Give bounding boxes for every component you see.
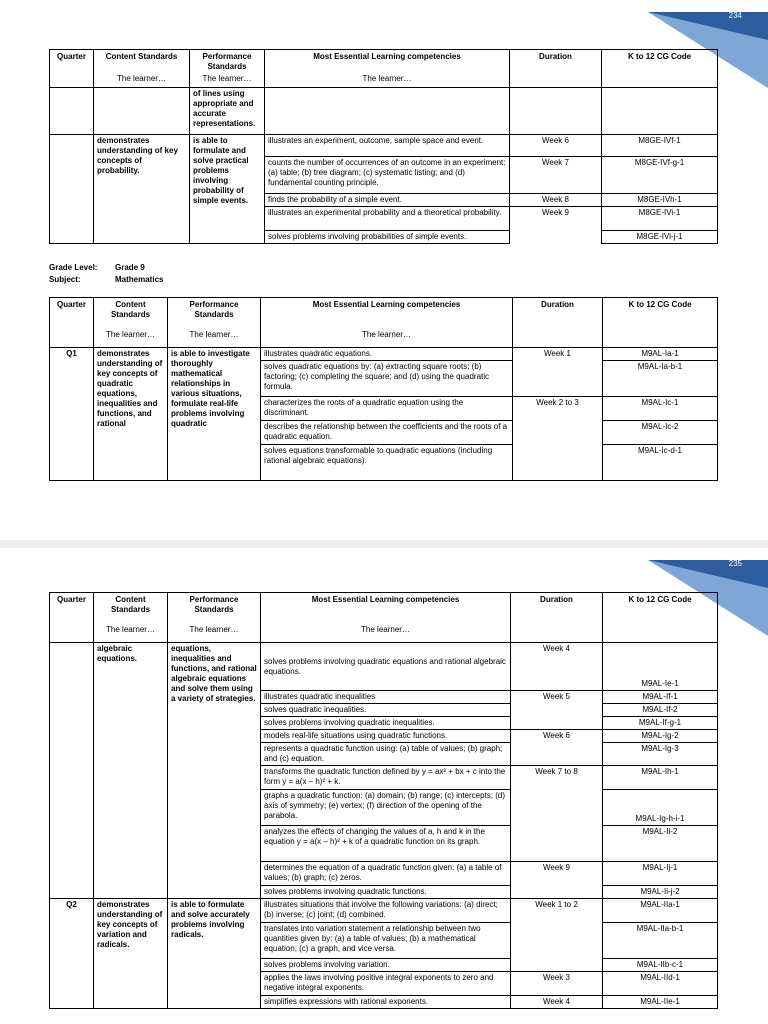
table-row: solves equations transformable to quadratic equations (including rational algebraic equations). M9AL-Ic-d-1: [50, 445, 718, 481]
melc-table-grade9: [49, 297, 718, 481]
table-header-row: [50, 50, 718, 88]
page-number: 235: [728, 559, 742, 568]
table-row: translates into variation statement a relationship between two quantities given by: (a) a table of values; (b) a mathematical equation; (c) a graph, and vice versa. M9AL-IIa-b-1: [50, 923, 718, 959]
page-235: [0, 548, 768, 1024]
table-row: analyzes the effects of changing the values of a, h and k in the equation y = a(x – h)² + k of a quadratic function on its graph. M9AL-Ii-2: [50, 826, 718, 862]
melc-table-grade9-cont: [49, 592, 718, 1009]
header-content: Content Standards The learner…: [94, 50, 190, 88]
table-row: Q2 demonstrates understanding of key concepts of variation and radicals. is able to formulate and solve accurately problems involving radicals. illustrates situations that involve the following variations: (a) direct; (b) inverse; (c) joint; (d) combined. Week 1 to 2 M9AL-IIa-1: [50, 899, 718, 923]
table-row: determines the equation of a quadratic function given: (a) a table of values; (b) graph; (c) zeros. Week 9 M9AL-Ij-1: [50, 862, 718, 886]
quarter-cell: Q1: [50, 348, 94, 481]
table-row: counts the number of occurrences of an outcome in an experiment: (a) table; (b) tree diagram; (c) systematic listing; and (d) fundamental counting principle. Week 7 M8GE-IVf-g-1: [50, 157, 718, 194]
table-row: solves problems involving probabilities of simple events. M8GE-IVi-j-1: [50, 231, 718, 244]
header-melc: Most Essential Learning competencies The learner…: [265, 50, 510, 88]
table-row: demonstrates understanding of key concepts of probability. is able to formulate and solve practical problems involving probability of simple events. illustrates an experiment, outcome, sample space and event. Week 6 M8GE-IVf-1: [50, 135, 718, 157]
quarter-cell: Q2: [50, 899, 94, 1009]
table-row: [50, 88, 718, 135]
table-row: describes the relationship between the coefficients and the roots of a quadratic equation. M9AL-Ic-2: [50, 421, 718, 445]
table-row: transforms the quadratic function defined by y = ax² + bx + c into the form y = a(x – h)² + k. Week 7 to 8 M9AL-Ih-1: [50, 766, 718, 790]
table-row: solves problems involving quadratic functions. M9AL-Ii-j-2: [50, 886, 718, 899]
table-row: solves quadratic inequalities. M9AL-If-2: [50, 704, 718, 717]
header-performance: Performance Standards The learner…: [190, 50, 265, 88]
page-separator: [0, 540, 768, 548]
table-header-row: Quarter Content Standards The learner… Performance Standards The learner… Most Essential Learning competencies The learner… Duration K to 12 CG Code: [50, 593, 718, 643]
subject: Subject: Mathematics: [49, 275, 164, 284]
table-row: illustrates an experimental probability and a theoretical probability. Week 9 M8GE-IVi-1: [50, 207, 718, 231]
table-row: graphs a quadratic function: (a) domain; (b) range; (c) intercepts; (d) axis of symmetry; (e) vertex; (f) direction of the opening of the parabola. M9AL-Ig-h-i-1: [50, 790, 718, 826]
grade-level: Grade Level: Grade 9: [49, 263, 145, 272]
header-duration: Duration: [510, 50, 602, 88]
header-quarter: Quarter: [50, 50, 94, 88]
table-row: solves quadratic equations by: (a) extracting square roots; (b) factoring; (c) completing the square; and (d) using the quadratic formula. M9AL-Ia-b-1: [50, 361, 718, 397]
table-row: characterizes the roots of a quadratic equation using the discriminant. Week 2 to 3 M9AL-Ic-1: [50, 397, 718, 421]
header-code: K to 12 CG Code: [602, 50, 718, 88]
table-row: Q1 demonstrates understanding of key concepts of quadratic equations, inequalities and functions, and rational is able to investigate thoroughly mathematical relationships in various situations, formulate real-life problems involving quadratic illustrates quadratic equations. Week 1 M9AL-Ia-1: [50, 348, 718, 361]
content-standard: demonstrates understanding of key concepts of probability.: [94, 135, 190, 244]
table-row: represents a quadratic function using: (a) table of values; (b) graph; and (c) equation. M9AL-Ig-3: [50, 743, 718, 766]
table-row: illustrates quadratic inequalities Week 5 M9AL-If-1: [50, 691, 718, 704]
table-row: solves problems involving quadratic inequalities. M9AL-If-g-1: [50, 717, 718, 730]
page-number: 234: [728, 11, 742, 20]
table-row: simplifies expressions with rational exponents. Week 4 M9AL-IIe-1: [50, 996, 718, 1009]
melc-table-grade8: [49, 49, 718, 244]
table-row: algebraic equations. equations, inequalities and functions, and rational algebraic equations and solve them using a variety of strategies. solves problems involving quadratic equations and rational algebraic equations. Week 4 M9AL-Ie-1: [50, 643, 718, 691]
table-header-row: Quarter Content Standards The learner… Performance Standards The learner… Most Essential Learning competencies The learner… Duration K to 12 CG Code: [50, 298, 718, 348]
performance-standard: is able to formulate and solve practical problems involving probability of simple events.: [190, 135, 265, 244]
table-row: applies the laws involving positive integral exponents to zero and negative integral exponents. Week 3 M9AL-IId-1: [50, 972, 718, 996]
table-row: finds the probability of a simple event. Week 8 M8GE-IVh-1: [50, 194, 718, 207]
table-row: solves problems involving variation. M9AL-IIb-c-1: [50, 959, 718, 972]
performance-standard-cont: of lines using appropriate and accurate representations.: [190, 88, 265, 135]
table-row: models real-life situations using quadratic functions. Week 6 M9AL-Ig-2: [50, 730, 718, 743]
